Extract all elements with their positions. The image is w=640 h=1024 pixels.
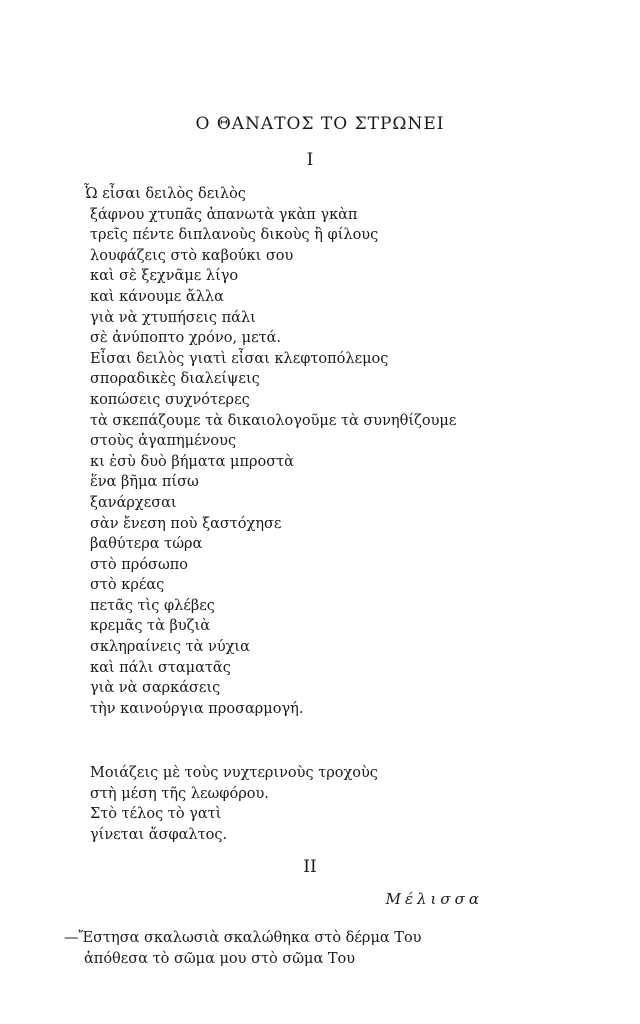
verse-line: γιὰ νὰ σαρκάσεις bbox=[90, 680, 221, 697]
verse-line: σὰν ἔνεση ποὺ ξαστόχησε bbox=[90, 515, 282, 532]
verse-line: ἀπόθεσα τὸ σῶμα μου στὸ σῶμα Του bbox=[84, 951, 356, 967]
verse-line: κοπώσεις συχνότερες bbox=[90, 391, 250, 408]
verse-line: καὶ σὲ ξεχνᾶμε λίγο bbox=[90, 268, 239, 285]
verse-line: Εἶσαι δειλὸς γιατὶ εἶσαι κλεφτοπόλεμος bbox=[90, 350, 389, 367]
verse-line: βαθύτερα τώρα bbox=[90, 536, 203, 553]
verse-line: —Ἔστησα σκαλωσιὰ σκαλώθηκα στὸ δέρμα Του bbox=[64, 930, 422, 946]
verse-line: Μοιάζεις μὲ τοὺς νυχτερινοὺς τροχοὺς bbox=[90, 765, 378, 781]
stanza-2 bbox=[90, 763, 378, 845]
verse-line: ἕνα βῆμα πίσω bbox=[90, 474, 199, 491]
verse-line: Ὦ εἶσαι δειλὸς δειλὸς bbox=[84, 186, 246, 202]
verse-line: στὴ μέση τῆς λεωφόρου. bbox=[90, 785, 269, 802]
verse-line: καὶ κάνουμε ἄλλα bbox=[90, 288, 224, 305]
poem-title: Ο ΘΑΝΑΤΟΣ ΤΟ ΣΤΡΩΝΕΙ bbox=[195, 114, 445, 134]
verse-line: λουφάζεις στὸ καβούκι σου bbox=[90, 247, 294, 264]
verse-line: στὸ κρέας bbox=[90, 577, 165, 594]
verse-line: κι ἐσὺ δυὸ βήματα μπροστὰ bbox=[90, 453, 294, 470]
verse-line: γίνεται ἄσφαλτος. bbox=[90, 826, 228, 843]
verse-line: τὴν καινούργια προσαρμογή. bbox=[90, 700, 304, 717]
section-numeral-1: I bbox=[306, 150, 314, 170]
verse-line: τὰ σκεπάζουμε τὰ δικαιολογοῦμε τὰ συνηθίζουμε bbox=[90, 412, 457, 429]
verse-line: γιὰ νὰ χτυπήσεις πάλι bbox=[90, 309, 256, 326]
verse-line: σκληραίνεις τὰ νύχια bbox=[90, 639, 250, 656]
verse-line: ξάφνου χτυπᾶς ἀπανωτὰ γκὰπ γκὰπ bbox=[90, 206, 358, 223]
verse-line: καὶ πάλι σταματᾶς bbox=[90, 659, 231, 676]
stanza-3 bbox=[64, 928, 422, 970]
epigraph: Μέλισσα bbox=[385, 890, 483, 908]
verse-line: σὲ ἀνύποπτο χρόνο, μετά. bbox=[90, 330, 282, 347]
verse-line: στὸ πρόσωπο bbox=[90, 556, 189, 573]
verse-line: σποραδικὲς διαλείψεις bbox=[90, 371, 260, 388]
stanza-1 bbox=[84, 184, 457, 719]
verse-line: τρεῖς πέντε διπλανοὺς δικοὺς ἢ φίλους bbox=[90, 227, 379, 244]
verse-line: Στὸ τέλος τὸ γατὶ bbox=[90, 806, 222, 823]
verse-line: ξανάρχεσαι bbox=[90, 494, 177, 511]
verse-line: στοὺς ἀγαπημένους bbox=[90, 433, 237, 450]
verse-line: πετᾶς τὶς φλέβες bbox=[90, 597, 215, 614]
verse-line: κρεμᾶς τὰ βυζιὰ bbox=[90, 618, 211, 635]
section-numeral-2: II bbox=[303, 857, 317, 877]
